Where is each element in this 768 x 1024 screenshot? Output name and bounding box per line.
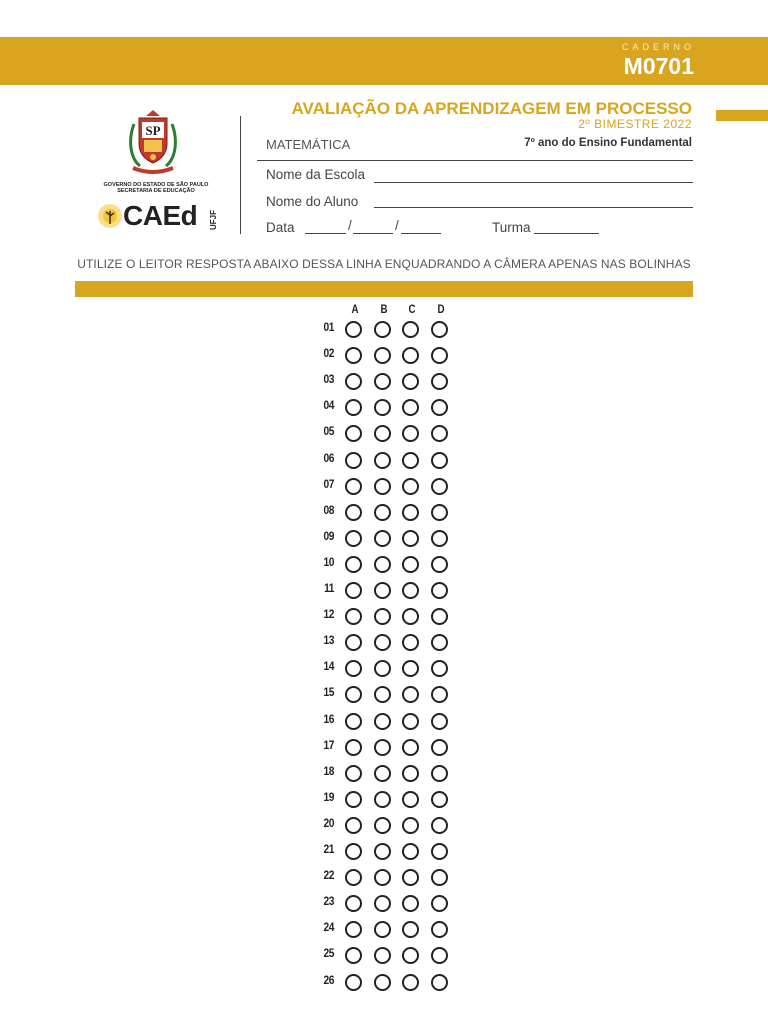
answer-bubble-24-d[interactable] [431,921,448,938]
answer-bubble-02-d[interactable] [431,347,448,364]
answer-bubble-19-c[interactable] [402,791,419,808]
answer-bubble-04-c[interactable] [402,399,419,416]
brasao-letters: SP [145,123,161,138]
answer-bubble-08-d[interactable] [431,504,448,521]
option-header-d: D [436,304,445,316]
header-rule [257,160,693,161]
answer-bubble-06-d[interactable] [431,452,448,469]
date-month-field[interactable] [353,233,393,234]
answer-bubble-13-c[interactable] [402,634,419,651]
question-number: 26 [323,972,334,987]
answer-bubble-26-d[interactable] [431,974,448,991]
date-day-field[interactable] [305,233,346,234]
answer-bubble-05-c[interactable] [402,425,419,442]
answer-bubble-21-c[interactable] [402,843,419,860]
question-number: 25 [323,946,334,961]
question-number: 13 [323,633,334,648]
answer-bubble-18-a[interactable] [345,765,362,782]
answer-bubble-20-d[interactable] [431,817,448,834]
answer-bubble-16-a[interactable] [345,713,362,730]
question-number: 10 [323,554,334,569]
answer-bubble-10-d[interactable] [431,556,448,573]
answer-bubble-08-a[interactable] [345,504,362,521]
answer-bubble-05-d[interactable] [431,425,448,442]
answer-bubble-07-d[interactable] [431,478,448,495]
answer-bubble-23-b[interactable] [374,895,391,912]
answer-bubble-01-d[interactable] [431,321,448,338]
answer-bubble-03-d[interactable] [431,373,448,390]
answer-bubble-12-a[interactable] [345,608,362,625]
question-number: 21 [323,842,334,856]
answer-bubble-25-d[interactable] [431,947,448,964]
school-name-field[interactable] [374,182,693,183]
question-number: 14 [323,659,334,674]
answer-bubble-24-b[interactable] [374,921,391,938]
scanner-instruction: UTILIZE O LEITOR RESPOSTA ABAIXO DESSA LINHA ENQUADRANDO A CÂMERA APENAS NAS BOLINHAS [77,257,691,271]
answer-bubble-18-d[interactable] [431,765,448,782]
answer-bubble-06-c[interactable] [402,452,419,469]
date-year-field[interactable] [401,233,441,234]
answer-bubble-26-a[interactable] [345,974,362,991]
question-number: 07 [323,476,334,491]
answer-bubble-11-a[interactable] [345,582,362,599]
question-number: 05 [323,424,334,439]
answer-bubble-26-c[interactable] [402,974,419,991]
answer-bubble-22-a[interactable] [345,869,362,886]
answer-bubble-09-a[interactable] [345,530,362,547]
answer-bubble-13-d[interactable] [431,634,448,651]
answer-bubble-24-a[interactable] [345,921,362,938]
student-name-label: Nome do Aluno [266,194,359,209]
answer-bubble-04-a[interactable] [345,399,362,416]
answer-bubble-21-b[interactable] [374,843,391,860]
answer-bubble-01-c[interactable] [402,321,419,338]
answer-bubble-07-a[interactable] [345,478,362,495]
answer-bubble-19-d[interactable] [431,791,448,808]
answer-bubble-16-b[interactable] [374,713,391,730]
question-number: 11 [324,581,334,595]
subject-label: MATEMÁTICA [266,137,351,152]
answer-bubble-17-c[interactable] [402,739,419,756]
answer-bubble-20-a[interactable] [345,817,362,834]
answer-bubble-11-b[interactable] [374,582,391,599]
answer-bubble-14-a[interactable] [345,660,362,677]
question-number: 04 [323,398,334,413]
answer-bubble-10-b[interactable] [374,556,391,573]
question-number: 01 [323,320,334,334]
answer-bubble-11-d[interactable] [431,582,448,599]
answer-bubble-25-a[interactable] [345,947,362,964]
date-label: Data [266,220,295,235]
question-number: 03 [323,372,334,387]
caderno-label: CADERNO [621,42,695,52]
answer-bubble-04-d[interactable] [431,399,448,416]
question-number: 18 [323,763,334,778]
school-name-label: Nome da Escola [266,167,366,182]
answer-bubble-14-d[interactable] [431,660,448,677]
exam-title: AVALIAÇÃO DA APRENDIZAGEM EM PROCESSO [291,99,692,118]
side-tab-marker [716,110,768,121]
answer-bubble-09-c[interactable] [402,530,419,547]
answer-bubble-18-b[interactable] [374,765,391,782]
secretary-name: SECRETARIA DE EDUCAÇÃO [117,188,195,194]
question-number: 17 [323,737,334,752]
answer-bubble-07-b[interactable] [374,478,391,495]
question-number: 08 [323,502,334,517]
class-field[interactable] [534,233,599,234]
option-header-b: B [379,304,388,316]
answer-bubble-06-b[interactable] [374,452,391,469]
answer-bubble-17-a[interactable] [345,739,362,756]
option-header-a: A [350,304,359,316]
answer-bubble-16-c[interactable] [402,713,419,730]
answer-bubble-17-d[interactable] [431,739,448,756]
answer-bubble-19-a[interactable] [345,791,362,808]
student-name-field[interactable] [374,207,693,208]
exam-period: 2º BIMESTRE 2022 [578,117,692,131]
caed-wordmark: CAEd [123,200,198,231]
answer-bubble-13-b[interactable] [374,634,391,651]
answer-bubble-09-b[interactable] [374,530,391,547]
question-number: 15 [323,685,334,700]
answer-bubble-20-c[interactable] [402,817,419,834]
answer-bubble-13-a[interactable] [345,634,362,651]
answer-bubble-14-b[interactable] [374,660,391,677]
grade-label: 7º ano do Ensino Fundamental [524,137,692,149]
date-separator: / [395,218,399,233]
answer-bubble-25-c[interactable] [402,947,419,964]
question-number: 24 [323,920,334,935]
answer-bubble-11-c[interactable] [402,582,419,599]
answer-bubble-15-d[interactable] [431,686,448,703]
question-number: 20 [323,815,334,830]
question-number: 09 [323,528,334,543]
answer-bubble-26-b[interactable] [374,974,391,991]
answer-bubble-10-a[interactable] [345,556,362,573]
answer-bubble-03-a[interactable] [345,373,362,390]
answer-bubble-06-a[interactable] [345,452,362,469]
answer-bubble-23-d[interactable] [431,895,448,912]
answer-bubble-15-a[interactable] [345,686,362,703]
answer-bubble-22-c[interactable] [402,869,419,886]
caderno-code: M0701 [623,53,694,79]
answer-bubble-12-c[interactable] [402,608,419,625]
caed-tree-icon [96,202,124,230]
answer-bubble-05-a[interactable] [345,425,362,442]
question-number: 06 [323,450,334,465]
answer-bubble-16-d[interactable] [431,713,448,730]
answer-bubble-01-a[interactable] [345,321,362,338]
answer-bubble-15-b[interactable] [374,686,391,703]
answer-bubble-08-c[interactable] [402,504,419,521]
answer-bubble-12-b[interactable] [374,608,391,625]
logo-block [96,108,216,238]
answer-bubble-22-b[interactable] [374,869,391,886]
answer-bubble-19-b[interactable] [374,791,391,808]
answer-bubble-02-c[interactable] [402,347,419,364]
answer-bubble-22-d[interactable] [431,869,448,886]
answer-bubble-14-c[interactable] [402,660,419,677]
question-number: 12 [323,607,334,622]
date-separator: / [348,218,352,233]
scan-guide-bar [75,281,693,297]
answer-bubble-21-d[interactable] [431,843,448,860]
answer-bubble-24-c[interactable] [402,921,419,938]
sao-paulo-coat-of-arms-icon [124,110,182,178]
answer-bubble-23-a[interactable] [345,895,362,912]
answer-bubble-20-b[interactable] [374,817,391,834]
answer-bubble-04-b[interactable] [374,399,391,416]
government-name: GOVERNO DO ESTADO DE SÃO PAULO [103,182,209,188]
caed-logo [96,200,221,234]
answer-bubble-05-b[interactable] [374,425,391,442]
answer-bubble-15-c[interactable] [402,686,419,703]
question-number: 02 [323,346,334,361]
answer-bubble-18-c[interactable] [402,765,419,782]
question-number: 16 [323,711,334,726]
answer-bubble-01-b[interactable] [374,321,391,338]
answer-bubble-21-a[interactable] [345,843,362,860]
answer-bubble-02-b[interactable] [374,347,391,364]
ufjf-label: UFJF [209,210,218,230]
answer-bubble-07-c[interactable] [402,478,419,495]
question-number: 23 [323,894,334,909]
header-divider [240,116,241,234]
option-header-c: C [407,304,416,316]
answer-bubble-03-b[interactable] [374,373,391,390]
answer-bubble-02-a[interactable] [345,347,362,364]
answer-bubble-08-b[interactable] [374,504,391,521]
answer-bubble-17-b[interactable] [374,739,391,756]
answer-bubble-23-c[interactable] [402,895,419,912]
answer-bubble-25-b[interactable] [374,947,391,964]
answer-bubble-12-d[interactable] [431,608,448,625]
answer-bubble-03-c[interactable] [402,373,419,390]
class-label: Turma [492,220,531,235]
question-number: 22 [323,868,334,883]
question-number: 19 [323,789,334,804]
answer-bubble-10-c[interactable] [402,556,419,573]
answer-bubble-09-d[interactable] [431,530,448,547]
